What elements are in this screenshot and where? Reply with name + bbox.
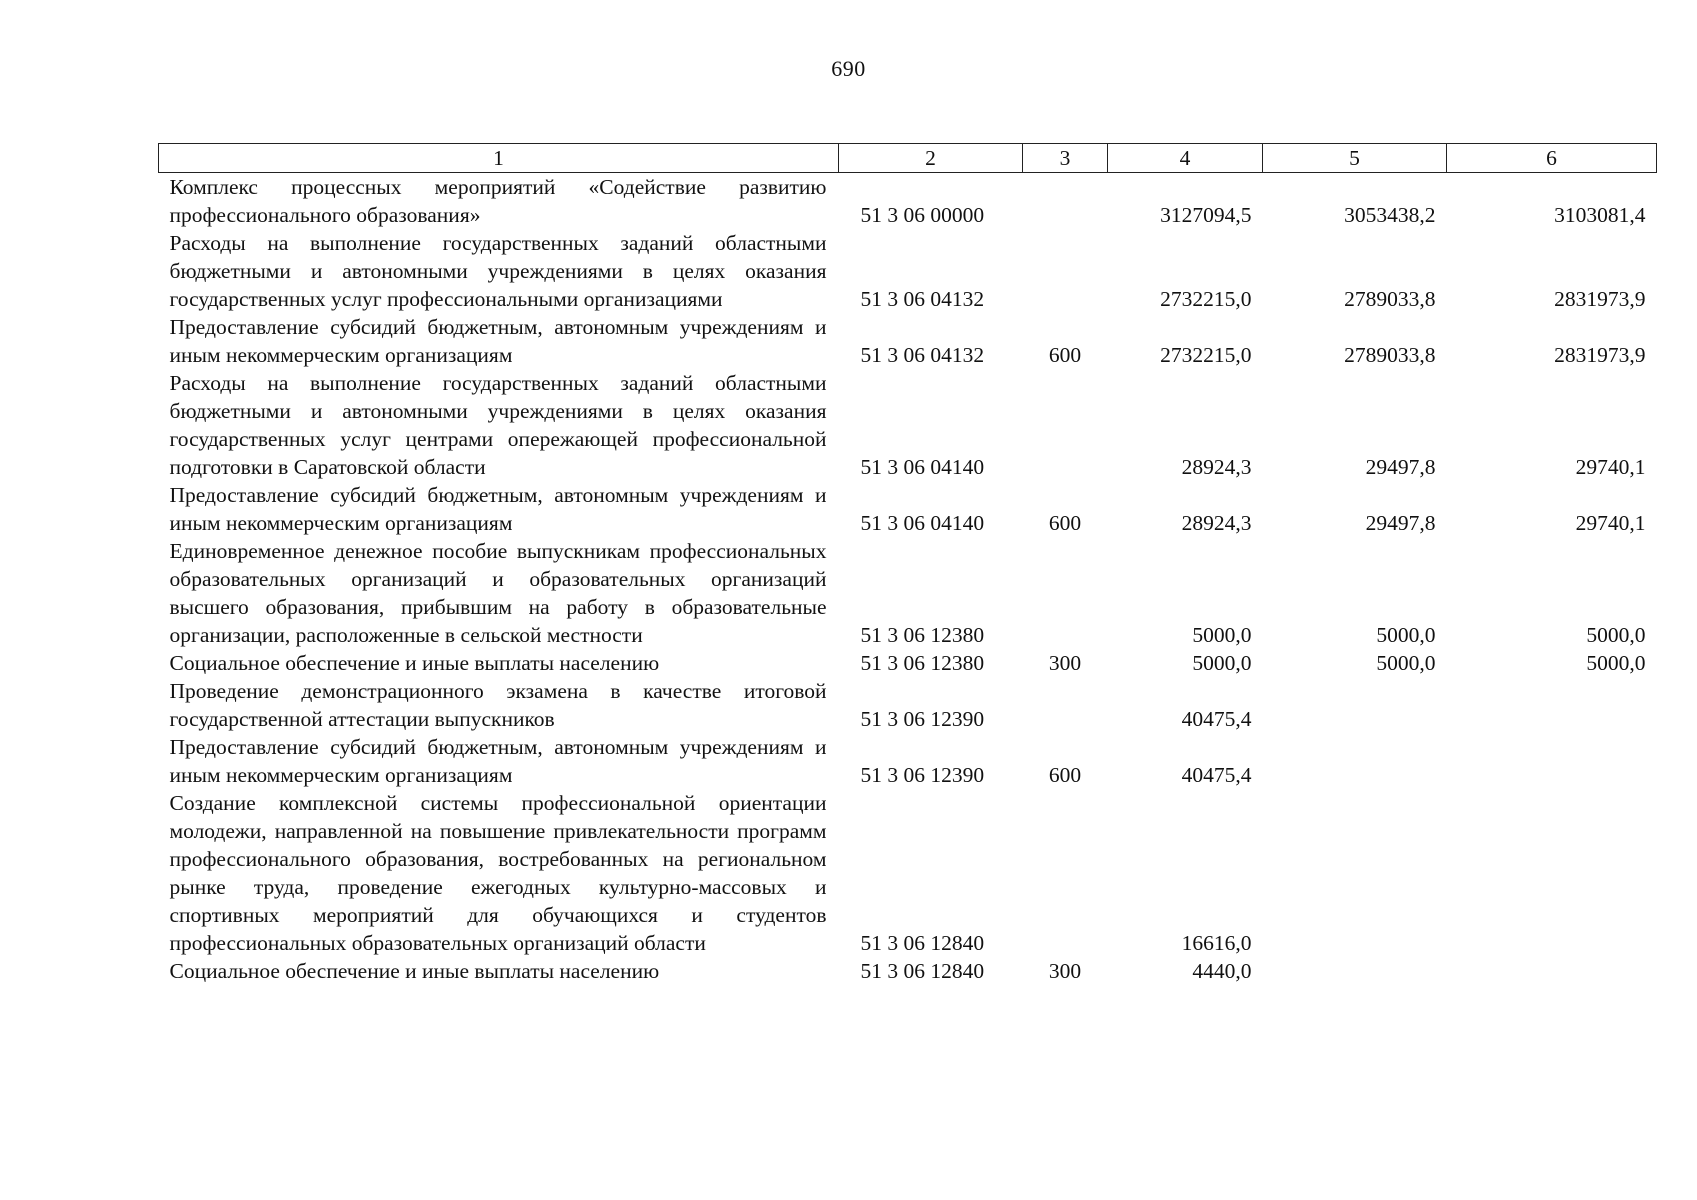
row-code: 51 3 06 12390 [860, 763, 985, 787]
table-header [159, 144, 1657, 173]
row-expense-type [1023, 173, 1108, 230]
table-row [159, 733, 1657, 789]
row-description: Проведение демонстрационного экзамена в качестве итоговой государственной аттестации выпускников [169, 679, 827, 731]
row-description: Предоставление субсидий бюджетным, автономным учреждениям и иным некоммерческим организациям [169, 735, 827, 787]
row-value-col6 [1447, 789, 1657, 957]
row-expense-type [1023, 677, 1108, 733]
row-expense-type [1023, 537, 1108, 649]
row-expense-type [1023, 369, 1108, 481]
row-value-col4: 4440,0 [1192, 959, 1252, 983]
row-code: 51 3 06 12840 [860, 931, 985, 955]
row-expense-type: 600 [1048, 511, 1082, 535]
row-description: Создание комплексной системы профессиональной ориентации молодежи, направленной на повышение привлекательности программ профессионального образования, востребованных на региональном рынке труда, проведение ежегодных культурно-массовых и спортивных мероприятий для обучающихся и студентов профессиональных образовательных организаций области [169, 791, 827, 955]
row-expense-type: 600 [1048, 343, 1082, 367]
row-code: 51 3 06 12380 [860, 651, 985, 675]
row-value-col4: 40475,4 [1181, 763, 1252, 787]
column-header-2: 2 [839, 144, 1023, 173]
row-value-col4: 28924,3 [1181, 511, 1252, 535]
row-description: Социальное обеспечение и иные выплаты населению [169, 651, 660, 675]
page-number: 690 [831, 56, 866, 81]
table-row [159, 173, 1657, 230]
row-value-col5 [1263, 677, 1447, 733]
row-value-col4: 3127094,5 [1160, 203, 1252, 227]
row-value-col6: 29740,1 [1575, 455, 1646, 479]
row-code: 51 3 06 12390 [860, 707, 985, 731]
row-code: 51 3 06 04140 [860, 511, 985, 535]
row-code: 51 3 06 00000 [860, 203, 985, 227]
row-expense-type: 600 [1048, 763, 1082, 787]
table-row [159, 789, 1657, 957]
row-value-col6: 29740,1 [1575, 511, 1646, 535]
row-value-col5 [1263, 957, 1447, 985]
column-header-4: 4 [1108, 144, 1263, 173]
row-description: Расходы на выполнение государственных заданий областными бюджетными и автономными учреждениями в целях оказания государственных услуг профессиональными организациями [169, 231, 827, 311]
table-body [159, 173, 1657, 986]
table-row [159, 537, 1657, 649]
row-expense-type: 300 [1048, 651, 1082, 675]
row-value-col6: 5000,0 [1586, 651, 1646, 675]
row-code: 51 3 06 04132 [860, 287, 985, 311]
row-description: Предоставление субсидий бюджетным, автономным учреждениям и иным некоммерческим организациям [169, 315, 827, 367]
column-header-3: 3 [1023, 144, 1108, 173]
row-value-col4: 16616,0 [1181, 931, 1252, 955]
table-row [159, 677, 1657, 733]
row-expense-type: 300 [1048, 959, 1082, 983]
row-value-col5: 29497,8 [1365, 455, 1436, 479]
row-code: 51 3 06 12380 [860, 623, 985, 647]
table-row [159, 957, 1657, 985]
row-value-col5: 2789033,8 [1344, 343, 1436, 367]
table-row [159, 313, 1657, 369]
row-value-col5: 2789033,8 [1344, 287, 1436, 311]
budget-table [158, 143, 1657, 985]
row-value-col4: 5000,0 [1192, 651, 1252, 675]
row-value-col4: 28924,3 [1181, 455, 1252, 479]
row-value-col5: 3053438,2 [1344, 203, 1436, 227]
table-row [159, 481, 1657, 537]
row-description: Социальное обеспечение и иные выплаты населению [169, 959, 660, 983]
row-value-col5 [1263, 733, 1447, 789]
table-row [159, 229, 1657, 313]
row-description: Комплекс процессных мероприятий «Содействие развитию профессионального образования» [169, 175, 827, 227]
row-value-col6: 2831973,9 [1554, 287, 1646, 311]
row-value-col6: 3103081,4 [1554, 203, 1646, 227]
row-expense-type [1023, 229, 1108, 313]
row-value-col5: 29497,8 [1365, 511, 1436, 535]
row-description: Расходы на выполнение государственных заданий областными бюджетными и автономными учреждениями в целях оказания государственных услуг центрами опережающей профессиональной подготовки в Саратовской области [169, 371, 827, 479]
column-header-6: 6 [1447, 144, 1657, 173]
row-value-col6 [1447, 733, 1657, 789]
column-header-5: 5 [1263, 144, 1447, 173]
row-value-col6: 2831973,9 [1554, 343, 1646, 367]
column-header-1: 1 [159, 144, 839, 173]
row-description: Единовременное денежное пособие выпускникам профессиональных образовательных организаций и образовательных организаций высшего образования, прибывшим на работу в образовательные организации, расположенные в сельской местности [169, 539, 827, 647]
row-value-col5 [1263, 789, 1447, 957]
row-value-col6: 5000,0 [1586, 623, 1646, 647]
row-code: 51 3 06 04132 [860, 343, 985, 367]
table-row [159, 649, 1657, 677]
row-value-col4: 2732215,0 [1160, 287, 1252, 311]
row-description: Предоставление субсидий бюджетным, автономным учреждениям и иным некоммерческим организациям [169, 483, 827, 535]
row-value-col5: 5000,0 [1376, 651, 1436, 675]
row-value-col5: 5000,0 [1376, 623, 1436, 647]
row-expense-type [1023, 789, 1108, 957]
row-value-col6 [1447, 957, 1657, 985]
row-code: 51 3 06 04140 [860, 455, 985, 479]
row-value-col4: 2732215,0 [1160, 343, 1252, 367]
table-row [159, 369, 1657, 481]
row-value-col6 [1447, 677, 1657, 733]
row-value-col4: 5000,0 [1192, 623, 1252, 647]
row-value-col4: 40475,4 [1181, 707, 1252, 731]
header-row [159, 144, 1657, 173]
row-code: 51 3 06 12840 [860, 959, 985, 983]
